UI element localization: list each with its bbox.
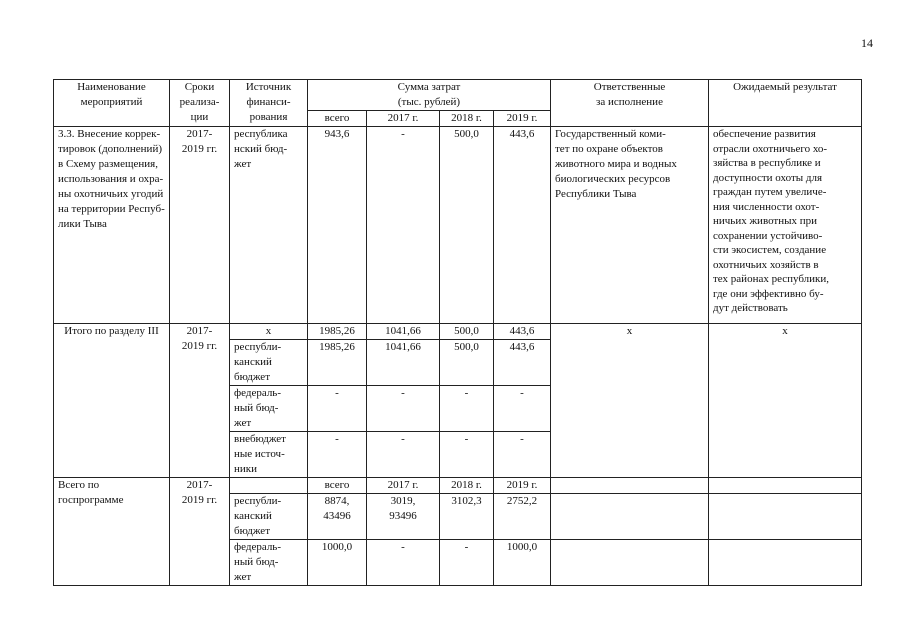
header-source: Источник финанси- рования — [230, 80, 308, 127]
section-total-result: х — [709, 324, 862, 478]
section-federal-total: - — [308, 386, 367, 432]
table-row — [54, 127, 862, 324]
row33-2018: 500,0 — [440, 127, 494, 324]
row33-total: 943,6 — [308, 127, 367, 324]
row33-term: 2017- 2019 гг. — [170, 127, 230, 324]
section-regional-2017: 1041,66 — [367, 340, 440, 386]
header-2017: 2017 г. — [367, 111, 440, 127]
program-head-2019: 2019 г. — [494, 478, 551, 494]
section-total-source: х — [230, 324, 308, 340]
section-regional-source: республи- канский бюджет — [230, 340, 308, 386]
header-name: Наименование мероприятий — [54, 80, 170, 127]
header-2018: 2018 г. — [440, 111, 494, 127]
program-federal-source: федераль- ный бюд- жет — [230, 540, 308, 586]
program-federal-responsible — [551, 540, 709, 586]
program-federal-total: 1000,0 — [308, 540, 367, 586]
row33-2017: - — [367, 127, 440, 324]
section-extra-source: внебюджет ные источ- ники — [230, 432, 308, 478]
section-federal-2018: - — [440, 386, 494, 432]
program-total-term: 2017- 2019 гг. — [170, 478, 230, 586]
program-head-2018: 2018 г. — [440, 478, 494, 494]
section-total-term: 2017- 2019 гг. — [170, 324, 230, 478]
program-regional-total: 8874, 43496 — [308, 494, 367, 540]
section-total-2018: 500,0 — [440, 324, 494, 340]
section-total-name: Итого по разделу III — [54, 324, 170, 478]
program-regional-2017: 3019, 93496 — [367, 494, 440, 540]
section-regional-2019: 443,6 — [494, 340, 551, 386]
row33-result: обеспечение развития отрасли охотничьего хо- зяйства в республике и доступности охоты для граждан путем увеличе- ния численности охот- ничьих животных при сохранении устойчиво- сти экосистем, создание охотничьих хозяйств в тех районах республики, где они эффективно бу- дут действовать — [709, 127, 862, 324]
section-total-2017: 1041,66 — [367, 324, 440, 340]
section-total-total: 1985,26 — [308, 324, 367, 340]
program-regional-result — [709, 494, 862, 540]
row33-name: 3.3. Внесение коррек- тировок (дополнений) в Схему размещения, использования и охра- ны охотничьих угодий на территории Респуб- лики Тыва — [54, 127, 170, 324]
program-head-total: всего — [308, 478, 367, 494]
program-federal-2019: 1000,0 — [494, 540, 551, 586]
program-head-source — [230, 478, 308, 494]
program-federal-result — [709, 540, 862, 586]
section-regional-2018: 500,0 — [440, 340, 494, 386]
table-row — [54, 478, 862, 494]
section-regional-total: 1985,26 — [308, 340, 367, 386]
program-head-result — [709, 478, 862, 494]
table-row — [54, 324, 862, 340]
header-term: Сроки реализа- ции — [170, 80, 230, 127]
row33-source: республика нский бюд- жет — [230, 127, 308, 324]
header-result: Ожидаемый результат — [709, 80, 862, 127]
program-head-responsible — [551, 478, 709, 494]
program-federal-2017: - — [367, 540, 440, 586]
program-regional-2019: 2752,2 — [494, 494, 551, 540]
program-federal-2018: - — [440, 540, 494, 586]
program-regional-source: республи- канский бюджет — [230, 494, 308, 540]
header-sum: Сумма затрат (тыс. рублей) — [308, 80, 551, 111]
section-extra-total: - — [308, 432, 367, 478]
program-regional-2018: 3102,3 — [440, 494, 494, 540]
section-total-responsible: х — [551, 324, 709, 478]
program-total-name: Всего по госпрограмме — [54, 478, 170, 586]
header-responsible: Ответственные за исполнение — [551, 80, 709, 127]
section-extra-2018: - — [440, 432, 494, 478]
program-head-2017: 2017 г. — [367, 478, 440, 494]
section-total-2019: 443,6 — [494, 324, 551, 340]
program-regional-responsible — [551, 494, 709, 540]
section-extra-2019: - — [494, 432, 551, 478]
row33-responsible: Государственный коми- тет по охране объектов животного мира и водных биологических ресурсов Республики Тыва — [551, 127, 709, 324]
section-extra-2017: - — [367, 432, 440, 478]
section-federal-2019: - — [494, 386, 551, 432]
header-total: всего — [308, 111, 367, 127]
row33-2019: 443,6 — [494, 127, 551, 324]
header-2019: 2019 г. — [494, 111, 551, 127]
section-federal-2017: - — [367, 386, 440, 432]
section-federal-source: федераль- ный бюд- жет — [230, 386, 308, 432]
page-number: 14 — [861, 36, 873, 50]
program-table — [53, 79, 862, 586]
